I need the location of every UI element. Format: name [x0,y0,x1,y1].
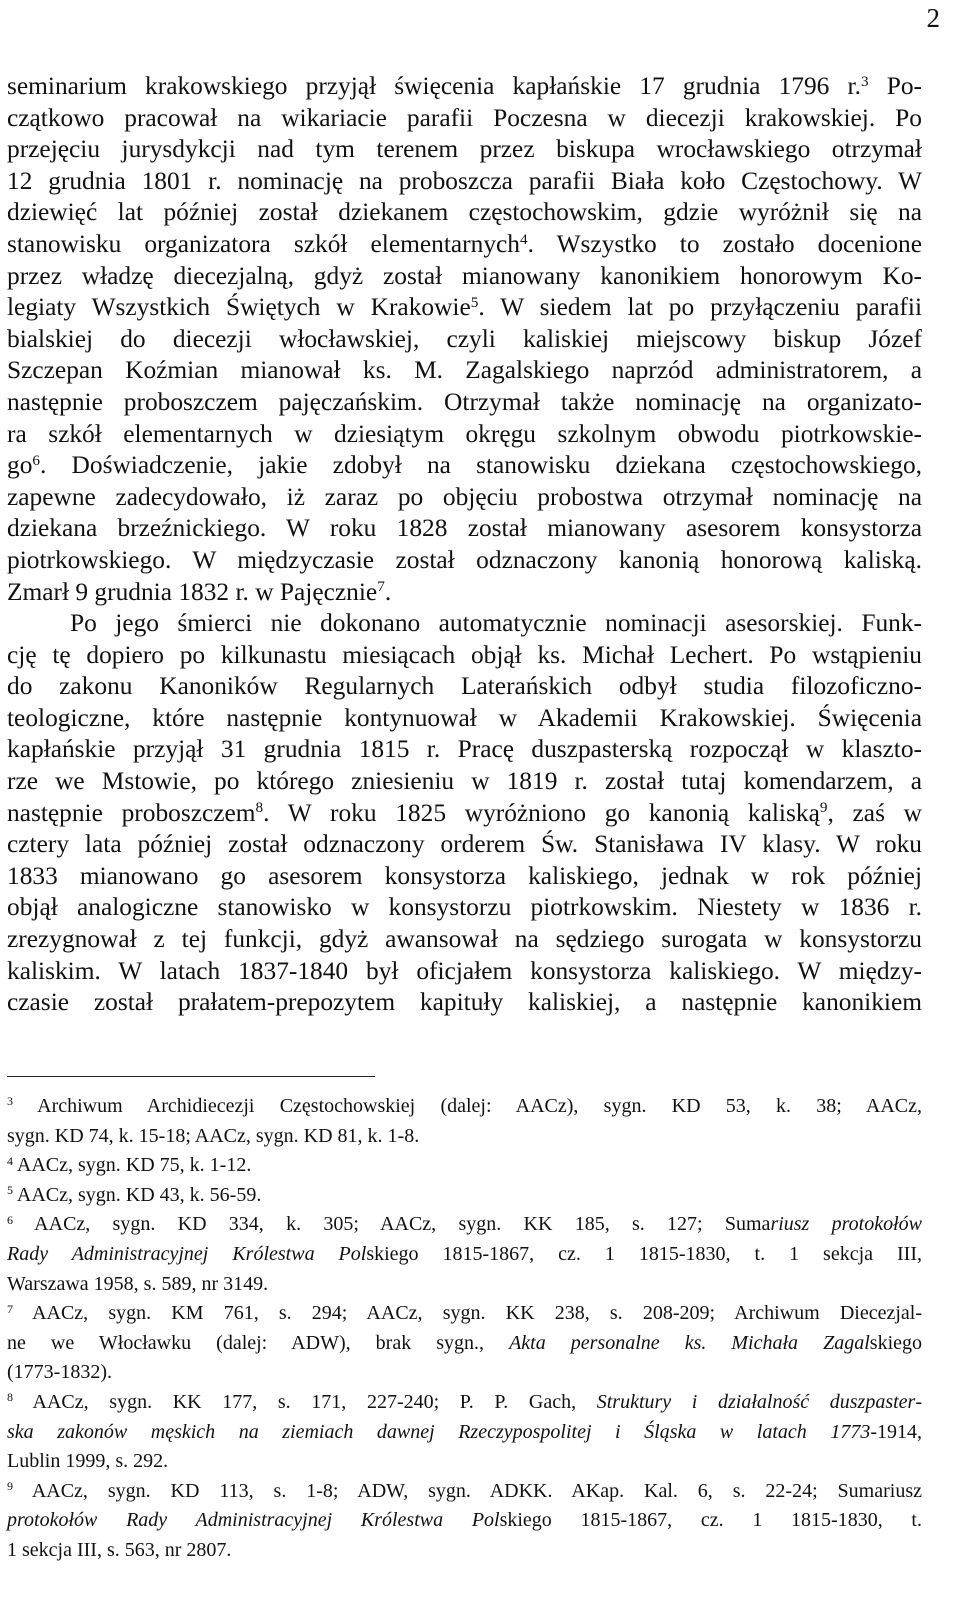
text-line: następnie proboszczem pajęczańskim. Otrzymał także nominację na organizato- [7,387,922,416]
footnote-number: 6 [7,1212,13,1227]
footnote-line: 1 sekcja III, s. 563, nr 2807. [7,1538,232,1561]
footnote-3 [7,1092,922,1151]
footnote-line: $^8$ AACz, sygn. KK 177, s. 171, 227-240; P. P. Gach, Struktury i działalność duszpaster- [7,1390,922,1413]
footnote-line: Warszawa 1958, s. 589, nr 3149. [7,1272,269,1295]
text-line: cztery lata później został odznaczony orderem Św. Stanisława IV klasy. W roku [7,830,922,859]
text-line: kaliskim. W latach 1837-1840 był oficjałem konsystorza kaliskiego. W między- [7,956,922,985]
footnote-ref[interactable]: 8 [255,799,264,817]
footnote-line: ne we Włocławku (dalej: ADW), brak sygn., Akta personalne ks. Michała Zagalskiego [7,1331,922,1354]
text-line: dziewięć lat później został dziekanem częstochowskim, gdzie wyróżnił się na [7,198,922,227]
text-line: objął analogiczne stanowisko w konsystorzu piotrkowskim. Niestety w 1836 r. [7,893,922,922]
footnote-ref[interactable]: 9 [819,799,828,817]
text-line: piotrkowskiego. W międzyczasie został odznaczony kanonią honorową kaliską. [7,545,922,574]
text-line: do zakonu Kanoników Regularnych Laterańskich odbył studia filozoficzno- [7,672,922,701]
text-line: ra szkół elementarnych w dziesiątym okręgu szkolnym obwodu piotrkowskie- [7,419,922,448]
footnote-ref[interactable]: 6 [32,451,41,469]
text-line: Szczepan Koźmian mianował ks. M. Zagalskiego naprzód administratorem, a [7,356,922,385]
body-text [7,71,922,1019]
footnote-separator [7,1076,375,1077]
text-line: stanowisku organizatora szkół elementarnych$^4$. Wszystko to zostało docenione [7,229,922,258]
footnote-line: Lublin 1999, s. 292. [7,1450,169,1473]
footnote-line: (1773-1832). [7,1361,112,1384]
text-line: 12 grudnia 1801 r. nominację na proboszcza parafii Biała koło Częstochowy. W [7,166,922,195]
footnote-5 [7,1181,922,1211]
text-line: dziekana brzeźnickiego. W roku 1828 został mianowany asesorem konsystorza [7,514,922,543]
footnote-8 [7,1388,922,1477]
footnote-number: 4 [7,1153,13,1168]
text-line: cję tę dopiero po kilkunastu miesiącach objął ks. Michał Lechert. Po wstąpieniu [7,640,922,669]
footnotes [7,1092,922,1566]
text-line: seminarium krakowskiego przyjął święcenia kapłańskie 17 grudnia 1796 r.$^3$ Po- [7,72,922,100]
text-line: rze we Mstowie, po którego zniesieniu w 1819 r. został tutaj komendarzem, a [7,767,922,796]
text-line: czasie został prałatem-prepozytem kapituły kaliskiej, a następnie kanonikiem [7,988,922,1017]
text-line: legiaty Wszystkich Świętych w Krakowie$^5$. W siedem lat po przyłączeniu parafii [7,293,922,322]
footnote-line: $^4$ AACz, sygn. KD 75, k. 1-12. [7,1153,252,1177]
footnote-ref[interactable]: 7 [377,578,385,596]
footnote-ref[interactable]: 5 [470,293,479,311]
paragraph-2 [7,608,922,1019]
footnote-line: $^6$ AACz, sygn. KD 334, k. 305; AACz, sygn. KK 185, s. 127; Sumariusz protokołów [7,1212,922,1236]
footnote-number: 8 [7,1390,13,1405]
text-line: 1833 mianowano go asesorem konsystorza kaliskiego, jednak w rok później [7,861,922,890]
footnote-line: ska zakonów męskich na ziemiach dawnej Rzeczypospolitej i Śląska w latach 1773-1914, [7,1420,922,1443]
text-line: zapewne zadecydowało, iż zaraz po objęciu probostwa otrzymał nominację na [7,482,922,511]
footnote-6 [7,1210,922,1299]
paragraph-1 [7,71,922,608]
text-line: bialskiej do diecezji włocławskiej, czyli kaliskiej miejscowy biskup Józef [7,324,922,353]
footnote-line: $^5$ AACz, sygn. KD 43, k. 56-59. [7,1183,262,1206]
footnote-ref[interactable]: 3 [860,72,869,90]
footnote-9 [7,1477,922,1566]
footnote-ref[interactable]: 4 [519,230,528,248]
footnote-line: $^3$ Archiwum Archidiecezji Częstochowskiej (dalej: AACz), sygn. KD 53, k. 38; AACz, [7,1094,922,1117]
footnote-line: sygn. KD 74, k. 15-18; AACz, sygn. KD 81, k. 1-8. [7,1124,420,1147]
page-number: 2 [926,3,940,33]
footnote-number: 9 [7,1479,13,1494]
text-line: Zmarł 9 grudnia 1832 r. w Pajęcznie$^7$. [7,577,392,606]
text-line: przejęciu jurysdykcji nad tym terenem przez biskupa wrocławskiego otrzymał [7,135,922,164]
footnote-4 [7,1151,922,1181]
footnote-line: $^9$ AACz, sygn. KD 113, s. 1-8; ADW, sygn. ADKK. AKap. Kal. 6, s. 22-24; Sumariusz [7,1479,922,1502]
footnote-number: 3 [7,1094,13,1109]
footnote-number: 5 [7,1183,13,1198]
text-line: teologiczne, które następnie kontynuował w Akademii Krakowskiej. Święcenia [7,703,922,732]
footnote-line: protokołów Rady Administracyjnej Królestwa Polskiego 1815-1867, cz. 1 1815-1830, t. [7,1509,922,1532]
text-line: przez władzę diecezjalną, gdyż został mianowany kanonikiem honorowym Ko- [7,261,922,290]
text-line: zrezygnował z tej funkcji, gdyż awansował na sędziego surogata w konsystorzu [7,925,922,954]
footnote-7 [7,1299,922,1388]
text-line: kapłańskie przyjął 31 grudnia 1815 r. Pracę duszpasterską rozpoczął w klaszto- [7,735,922,764]
text-line: czątkowo pracował na wikariacie parafii Poczesna w diecezji krakowskiej. Po [7,103,922,132]
text-line: $go^6$. Doświadczenie, jakie zdobył na stanowisku dziekana częstochowskiego, [7,451,922,480]
footnote-number: 7 [7,1301,13,1316]
footnote-line: Rady Administracyjnej Królestwa Polskiego 1815-1867, cz. 1 1815-1830, t. 1 sekcja III, [7,1242,922,1265]
text-line: Po jego śmierci nie dokonano automatycznie nominacji asesorskiej. Funk- [70,609,922,638]
footnote-line: $^7$ AACz, sygn. KM 761, s. 294; AACz, sygn. KK 238, s. 208-209; Archiwum Diecezjal- [7,1301,922,1325]
text-line: następnie proboszczem$^8$. W roku 1825 wyróżniono go kanonią kaliską$^9$, zaś w [7,798,922,827]
